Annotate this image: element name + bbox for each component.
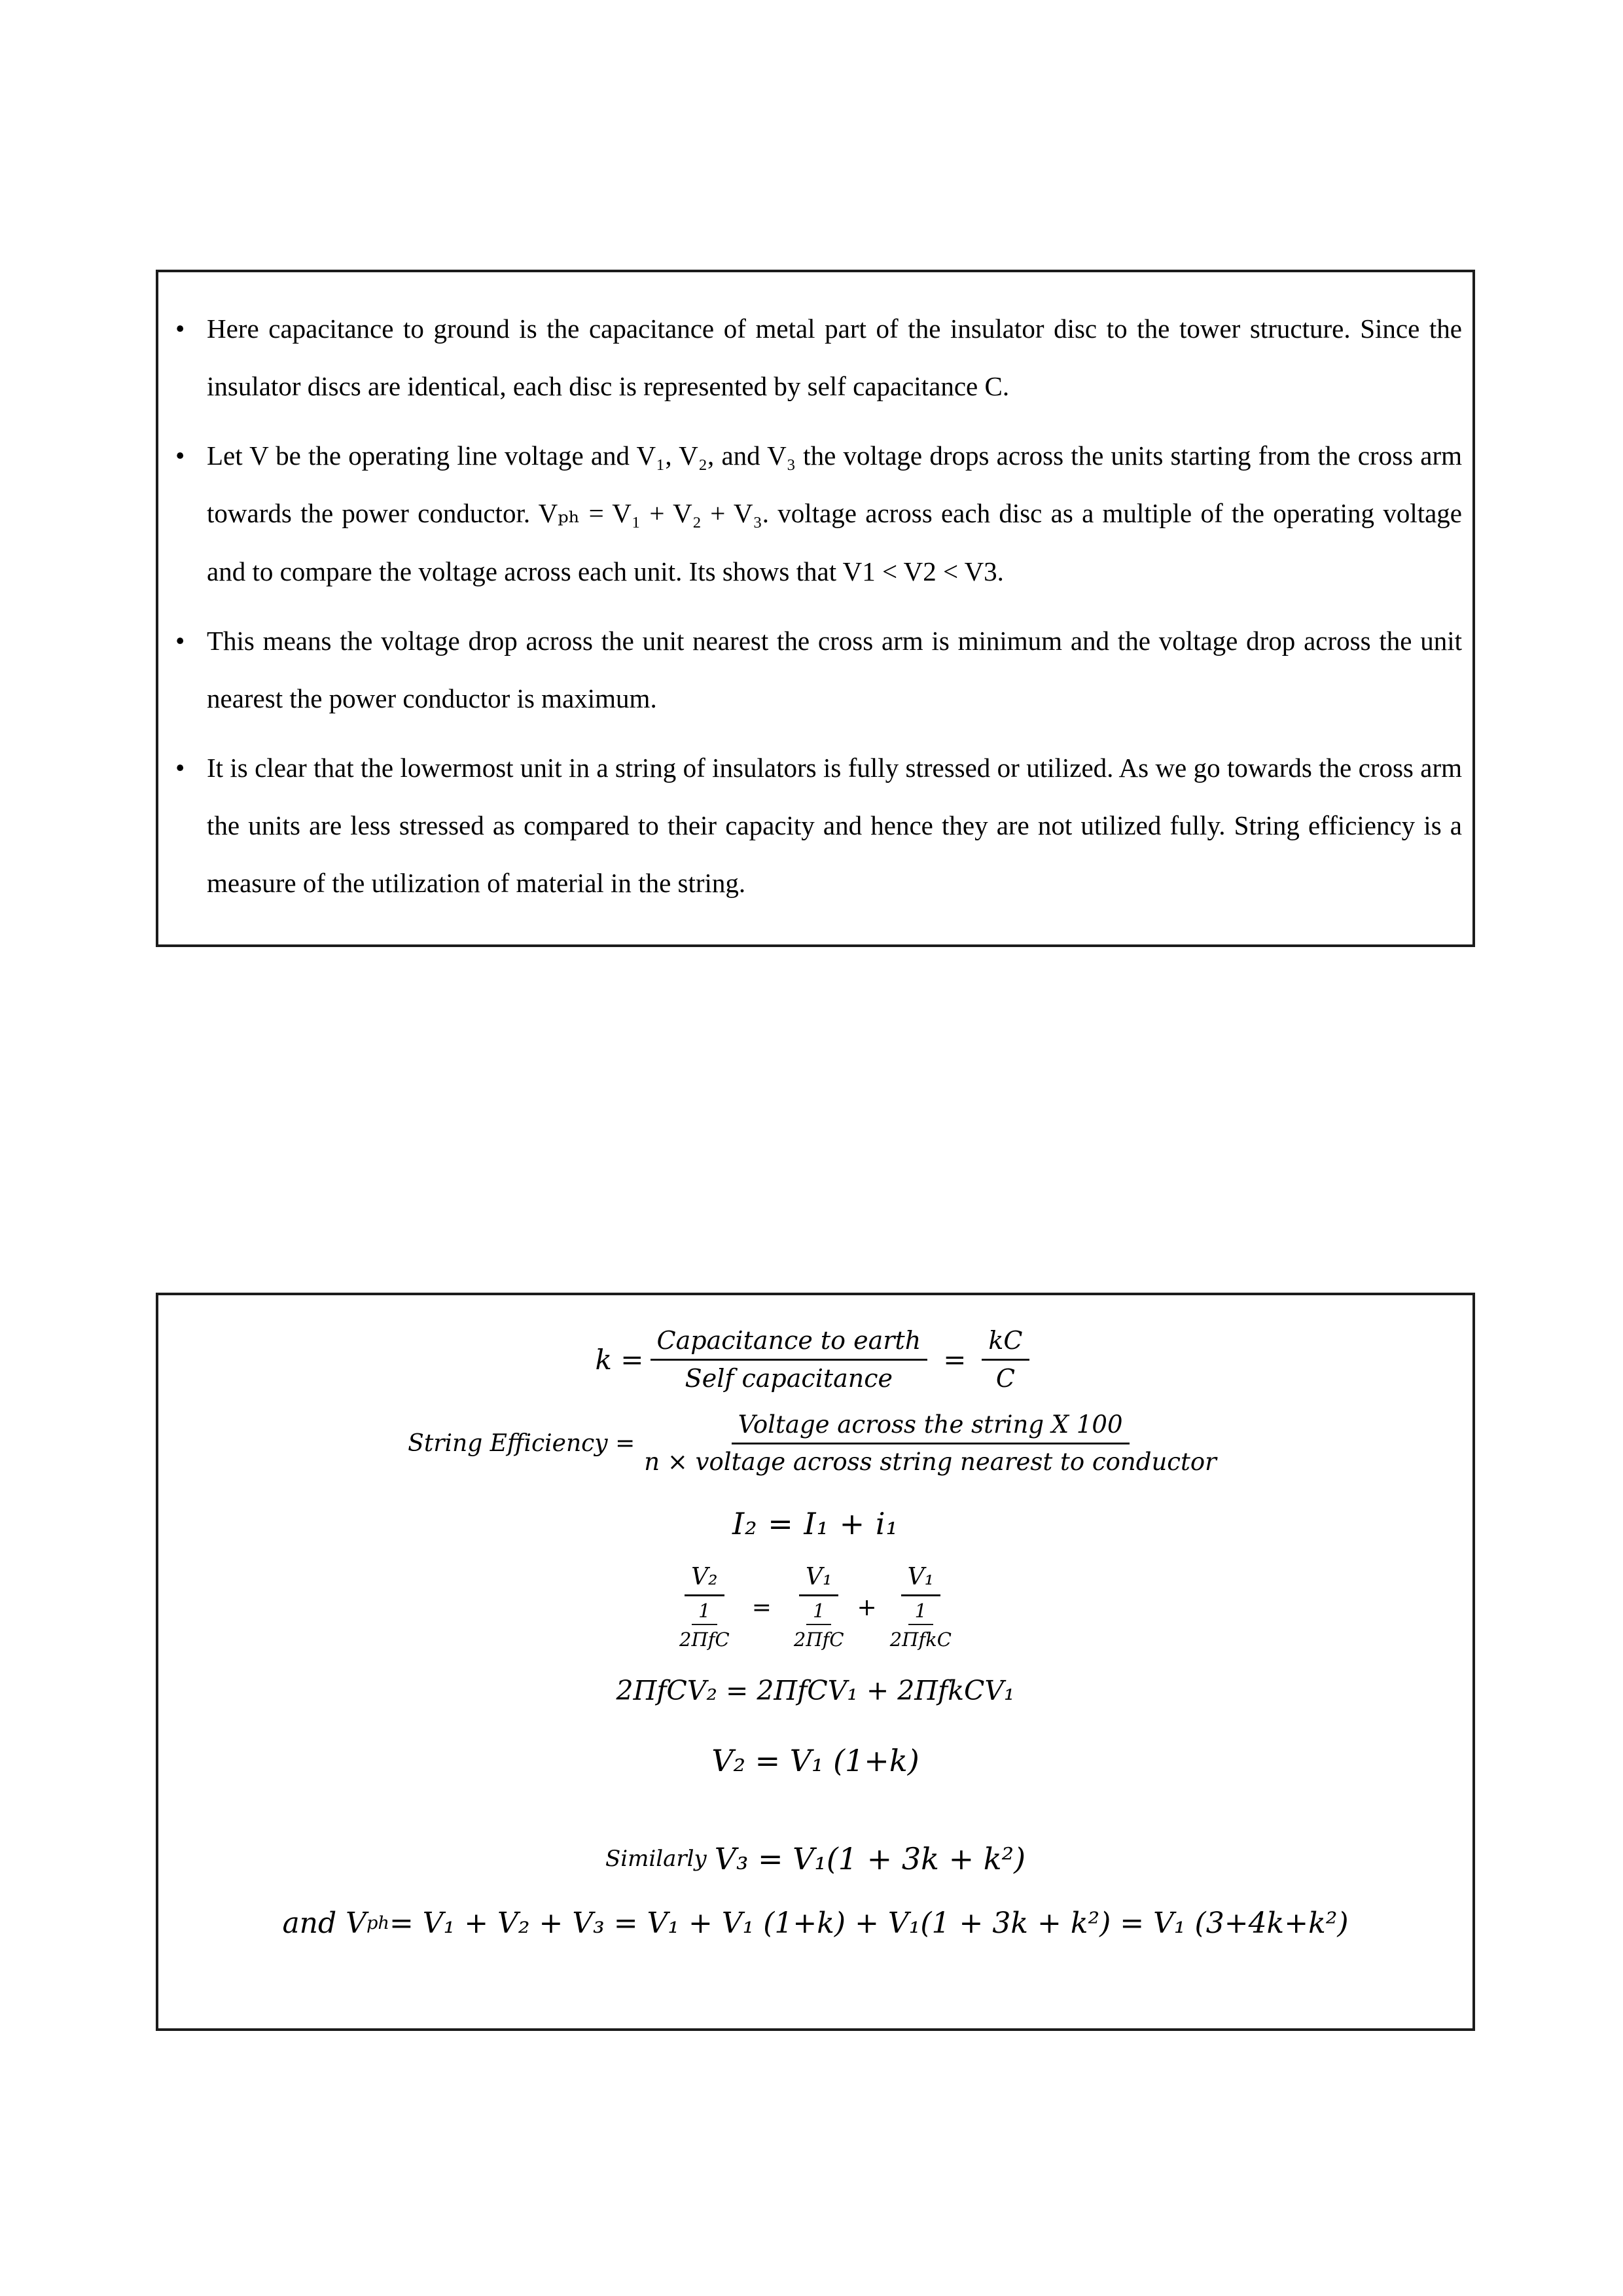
list-item [169, 739, 1462, 912]
formula-v2 [711, 1743, 919, 1778]
fraction-numerator: V₁ [901, 1564, 940, 1596]
bullet-marker: • [175, 625, 185, 656]
fraction-denominator: Self capacitance [685, 1363, 893, 1393]
fraction-numerator: Voltage across the string X 100 [732, 1411, 1130, 1444]
notes-list [169, 300, 1462, 912]
fraction-capacitance-ratio [651, 1327, 928, 1393]
bullet-text: It is clear that the lowermost unit in a string of insulators is fully stressed or utilized. As we go towards the cross arm the units are less stressed as compared to their capacity and hence they are not utilized fully. String efficiency is a measure of the utilization of material in the string. [207, 752, 1462, 899]
fraction-v1-term [787, 1564, 851, 1651]
v2-equation-text: V₂ = V₁ (1+k) [711, 1742, 919, 1778]
formula-current-sum [732, 1506, 899, 1541]
vph-prefix: and V [282, 1906, 366, 1940]
fraction-efficiency [644, 1411, 1217, 1476]
fraction-v1-shunt-term [883, 1564, 958, 1651]
list-item [169, 300, 1462, 415]
equals-sign: = [943, 1344, 967, 1376]
vph-equation-text: = V₁ + V₂ + V₃ = V₁ + V₁ (1+k) + V₁(1 + 3k + k²) = V₁ (3+4k+k²) [389, 1906, 1349, 1940]
list-item [169, 612, 1462, 727]
fraction-numerator: Capacitance to earth [651, 1327, 928, 1361]
fraction-numerator: 1 [806, 1600, 831, 1625]
fraction-denominator: 2ΠfC [793, 1628, 844, 1651]
expanded-equation-text: 2ΠfCV₂ = 2ΠfCV₁ + 2ΠfkCV₁ [616, 1674, 1015, 1706]
bullet-marker: • [175, 752, 185, 783]
fraction-v2-term [673, 1564, 736, 1651]
fraction-denominator [883, 1596, 958, 1651]
fraction-numerator: 1 [908, 1600, 933, 1625]
fraction-kc-over-c [982, 1327, 1029, 1393]
formula-k-definition [596, 1327, 1036, 1393]
fraction-denominator: C [995, 1363, 1015, 1393]
formula-v3 [605, 1841, 1026, 1876]
fraction-numerator: V₂ [685, 1564, 724, 1596]
formulas-box [156, 1293, 1475, 2031]
list-item [169, 427, 1462, 600]
equals-sign: = [751, 1594, 772, 1621]
bullet-text: This means the voltage drop across the unit nearest the cross arm is minimum and the voltage drop across the unit nearest the power conductor is maximum. [207, 625, 1462, 713]
efficiency-lhs: String Efficiency = [408, 1430, 635, 1458]
bullet-marker: • [175, 314, 185, 344]
plus-sign: + [857, 1594, 877, 1621]
fraction-denominator: n × voltage across string nearest to conductor [644, 1447, 1217, 1476]
fraction-denominator [787, 1596, 851, 1651]
k-lhs: k = [595, 1344, 644, 1376]
fraction-numerator: 1 [692, 1600, 717, 1625]
fraction-numerator: kC [982, 1327, 1029, 1361]
fraction-inner-reactance [794, 1600, 844, 1651]
fraction-denominator [673, 1596, 736, 1651]
vph-subscript: ph [366, 1912, 389, 1933]
formula-string-efficiency [408, 1411, 1223, 1476]
fraction-denominator: 2ΠfC [679, 1628, 730, 1651]
fraction-numerator: V₁ [799, 1564, 838, 1596]
bullet-text: Here capacitance to ground is the capacitance of metal part of the insulator disc to the tower structure. Since the insulator discs are identical, each disc is represented by self capacitance C. [207, 314, 1462, 402]
fraction-denominator: 2ΠfkC [889, 1628, 952, 1651]
notes-box [156, 270, 1475, 947]
formula-vph [282, 1907, 1348, 1940]
formula-expanded [616, 1675, 1015, 1706]
fraction-inner-reactance [679, 1600, 730, 1651]
similarly-label: Similarly [605, 1845, 707, 1872]
bullet-text: Let V be the operating line voltage and V₁, V₂, and V₃ the voltage drops across the units starting from the cross arm towards the power conductor. Vₚₕ = V₁ + V₂ + V₃. voltage across each disc as a multiple of the operating voltage and to compare the voltage across each unit. Its shows that V1 < V2 < V3. [207, 440, 1462, 586]
v3-equation-text: V₃ = V₁(1 + 3k + k²) [714, 1840, 1026, 1876]
bullet-marker: • [175, 440, 185, 471]
formula-voltage-balance [666, 1564, 965, 1651]
current-equation-text: I₂ = I₁ + i₁ [732, 1506, 899, 1542]
fraction-inner-reactance [890, 1600, 952, 1651]
